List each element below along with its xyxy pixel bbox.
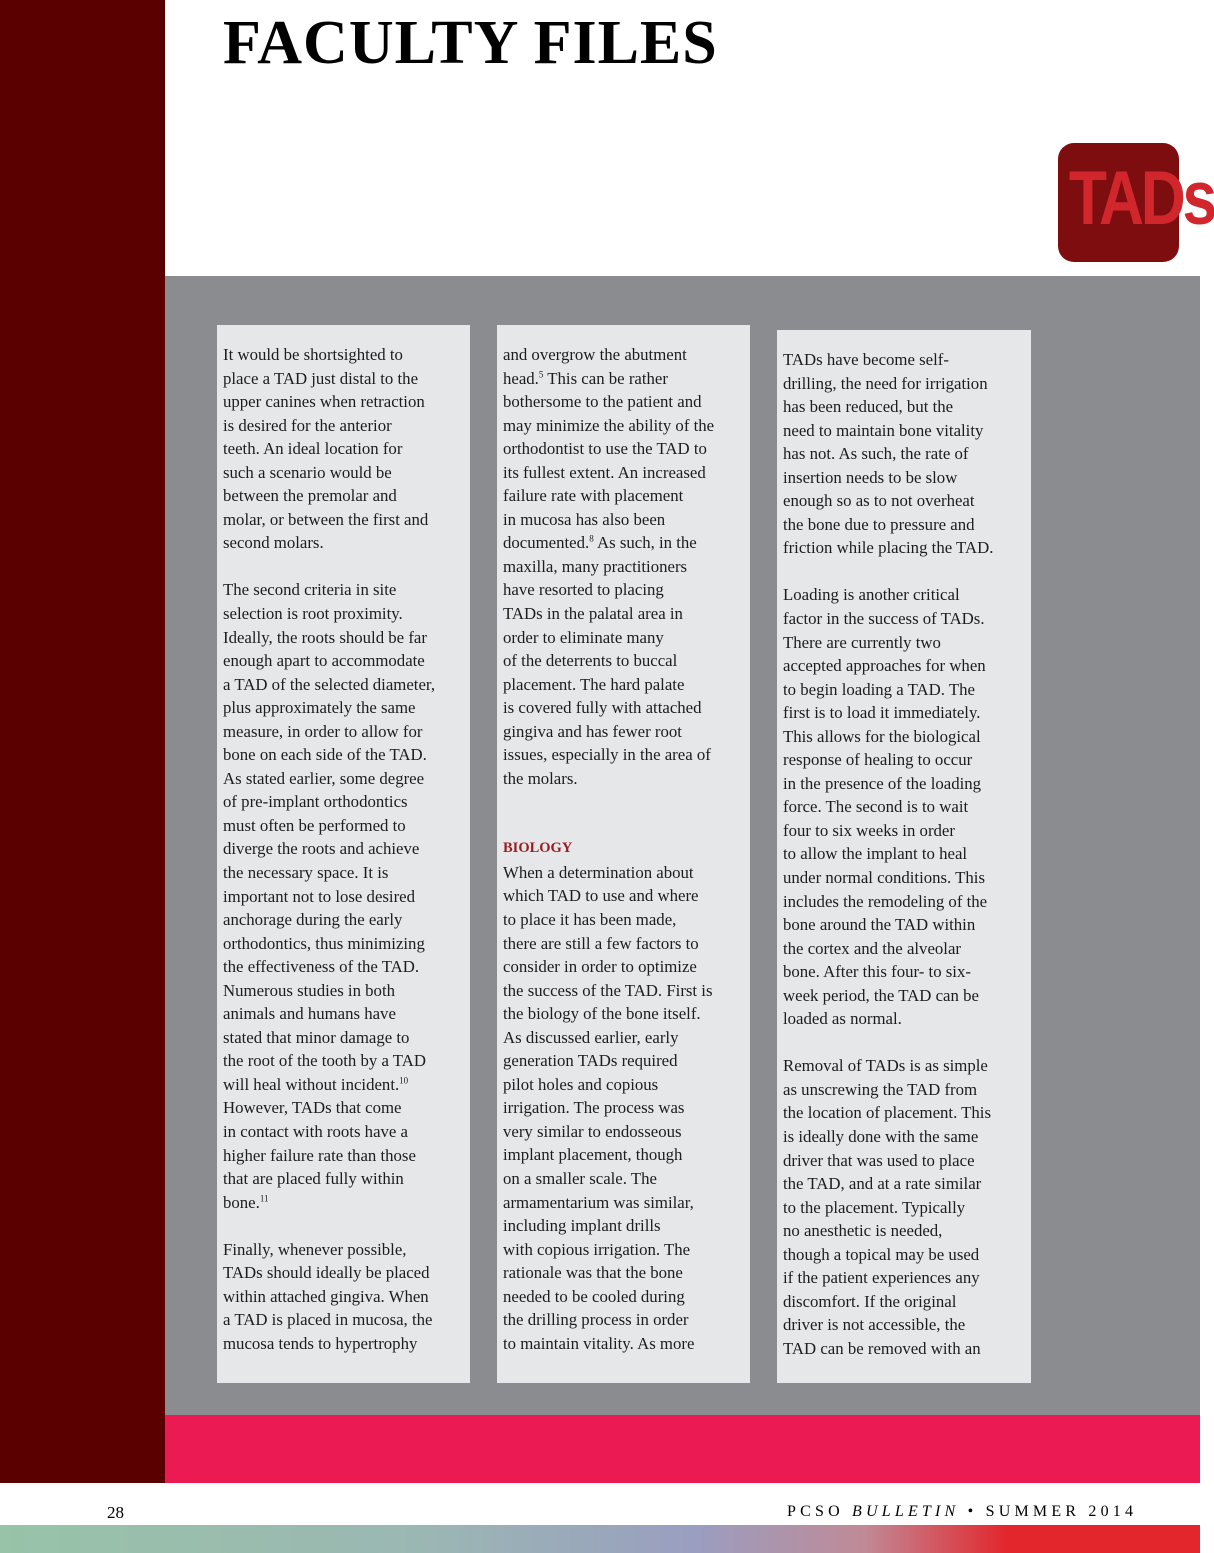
tads-logo: [1058, 143, 1214, 262]
accent-band: [165, 1415, 1200, 1483]
text-column-1: [217, 325, 470, 1383]
tads-logo-text: TADs: [1068, 156, 1214, 241]
section-heading-biology: BIOLOGY: [503, 840, 573, 857]
text-column-3: [777, 330, 1031, 1383]
paragraph: It would be shortsighted to place a TAD just distal to the upper canines when retraction is desired for the anterior teeth. An ideal location for such a scenario would be between the premolar and molar, or between the first and second molars.: [223, 345, 429, 553]
paragraph: When a determination about which TAD to use and where to place it has been made, there are still a few factors to consider in order to optimize the success of the TAD. First is the biology of the bone itself. As discussed earlier, early generation TADs required pilot holes and copious irrigation. The process was very similar to endosseous implant placement, though on a smaller scale. The armamentarium was similar, including implant drills with copious irrigation. The rationale was that the bone needed to be cooled during the drilling process in order to maintain vitality. As more: [503, 862, 713, 1353]
footnote-ref: 11: [259, 1193, 269, 1204]
paragraph: Loading is another critical factor in the success of TADs. There are currently two accepted approaches for when to begin loading a TAD. The first is to load it immediately. This allows for the biological response of healing to occur in the presence of the loading force. The second is to wait four to six weeks in order to allow the implant to heal under normal conditions. This includes the remodeling of the bone around the TAD within the cortex and the alveolar bone. After this four- to six- week period, the TAD can be loaded as normal.: [783, 585, 988, 1029]
paragraph: and overgrow the abutment head.$^5$ This can be rather bothersome to the patient and may minimize the ability of the orthodontist to use the TAD to its fullest extent. An increased failure rate with placement in mucosa has also been documented.$^8$ As such, in the maxilla, many practitioners have resorted to placing TADs in the palatal area in order to eliminate many of the deterrents to buccal placement. The hard palate is covered fully with attached gingiva and has fewer root issues, especially in the area of the molars.: [503, 345, 715, 788]
footnote-ref: 5: [538, 368, 544, 379]
page-title: FACULTY FILES: [223, 9, 718, 77]
paragraph: Finally, whenever possible, TADs should ideally be placed within attached gingiva. When a TAD is placed in mucosa, the mucosa tends to hypertrophy: [223, 1239, 433, 1353]
paragraph: TADs have become self- drilling, the need for irrigation has been reduced, but the need to maintain bone vitality has not. As such, the rate of insertion needs to be slow enough so as to not overheat the bone due to pressure and friction while placing the TAD.: [783, 350, 994, 558]
publication-footer: PCSO BULLETIN • SUMMER 2014: [787, 1503, 1138, 1520]
text-column-2: [497, 325, 750, 1383]
paragraph: Removal of TADs is as simple as unscrewing the TAD from the location of placement. This is ideally done with the same driver that was used to place the TAD, and at a rate similar to the placement. Typically no anesthetic is needed, though a topical may be used if the patient experiences any discomfort. If the original driver is not accessible, the TAD can be removed with an: [783, 1056, 991, 1358]
page-number: 28: [107, 1503, 124, 1522]
footnote-ref: 8: [589, 533, 594, 544]
left-accent-bar: [0, 0, 165, 1483]
footnote-ref: 10: [399, 1075, 409, 1086]
paragraph: The second criteria in site selection is root proximity. Ideally, the roots should be far enough apart to accommodate a TAD of the selected diameter, plus approximately the same measure, in order to allow for bone on each side of the TAD. As stated earlier, some degree of pre-implant orthodontics must often be performed to diverge the roots and achieve the necessary space. It is important not to lose desired anchorage during the early orthodontics, thus minimizing the effectiveness of the TAD. Numerous studies in both animals and humans have stated that minor damage to the root of the tooth by a TAD will heal without incident.$^{10}$ However, TADs that come in contact with roots have a higher failure rate than those that are placed fully within bone.$^{11}$: [223, 580, 436, 1212]
bottom-gradient-strip: [0, 1525, 1200, 1553]
